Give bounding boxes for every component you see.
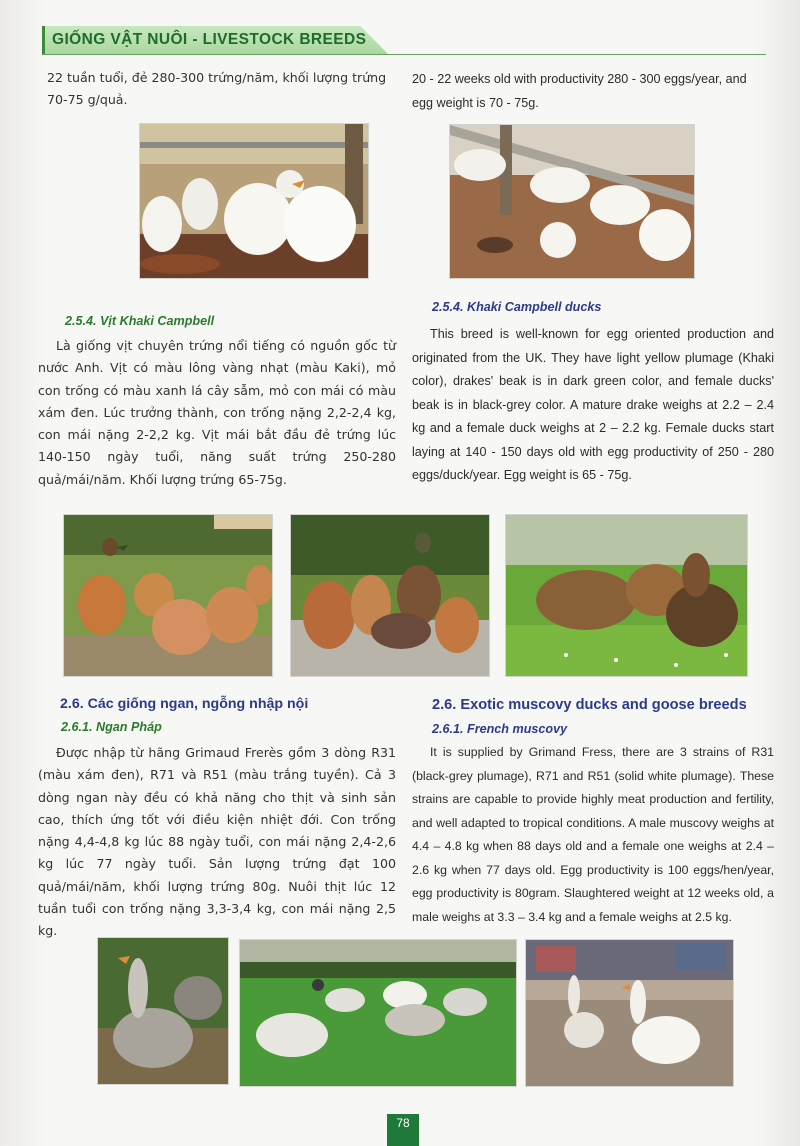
header-rule [42, 54, 766, 55]
exotic-en-subheading: 2.6.1. French muscovy [432, 722, 568, 736]
photo-khaki-ducks-meadow [506, 515, 747, 676]
exotic-en-heading: 2.6. Exotic muscovy ducks and goose breeds [432, 697, 747, 713]
khaki-vn-body: Là giống vịt chuyên trứng nổi tiếng có nguồn gốc từ nước Anh. Vịt có màu lông vàng nhạt (màu Kaki), mỏ con trống có màu xanh lá cây sẫm, mỏ con mái có màu xám đen. Lúc trưởng thành, con trống nặng 2,2-2,4 kg, con mái nặng 2-2,2 kg. Vịt mái bắt đầu đẻ trứng lúc 140-150 ngày tuổi, năng suất trứng 250-280 quả/mái/năm. Khối lượng trứng 65-75g. [38, 338, 396, 487]
photo-geese-park [240, 940, 516, 1086]
khaki-en-heading: 2.5.4. Khaki Campbell ducks [432, 300, 602, 314]
photo-khaki-ducks-yard [64, 515, 272, 676]
exotic-vn-subheading: 2.6.1. Ngan Pháp [61, 720, 162, 734]
photo-khaki-ducks-garden [291, 515, 489, 676]
exotic-vn-body: Được nhập từ hãng Grimaud Frerès gồm 3 dòng R31 (màu xám đen), R71 và R51 (màu trắng tuyền). Cả 3 dòng ngan này đều có khả năng cho thịt và sinh sản cao, thích ứng tốt với điều kiện nhiệt đới. Con trống nặng 4,4-4,8 kg lúc 88 ngày tuổi, con mái nặng 2,4-2,6 kg lúc 77 ngày tuổi. Sản lượng trứng đạt 100 quả/mái/năm, khối lượng trứng 80g. Nuôi thịt lúc 12 tuần tuổi con trống nặng 3,3-3,4 kg, con mái nặng 2,5 kg. [38, 745, 396, 939]
exotic-vn-heading: 2.6. Các giống ngan, ngỗng nhập nội [60, 696, 309, 712]
photo-grey-geese [98, 938, 228, 1084]
page-number: 78 [396, 1116, 410, 1130]
intro-en-text: 20 - 22 weeks old with productivity 280 - 300 eggs/year, and egg weight is 70 - 75g. [412, 72, 747, 110]
intro-vn-text: 22 tuần tuổi, đẻ 280-300 trứng/năm, khối lượng trứng 70-75 g/quả. [47, 70, 387, 108]
khaki-vn-heading: 2.5.4. Vịt Khaki Campbell [65, 314, 215, 328]
exotic-en-body: It is supplied by Grimand Fress, there are 3 strains of R31 (black-grey plumage), R71 and R51 (solid white plumage). These strains are capable to provide highly meat production and fertility, and well adapted to tropical conditions. A male muscovy weighs at 4.4 – 4.8 kg when 88 days old and a female one weighs at 2.4 – 2.6 kg when 77 days old. Egg productivity is 100 eggs/hen/year, egg productivity is 80gram. Slaughtered weight at 12 weeks old, a male weighs at 3.3 – 3.4 kg and a female weighs at 2.5 kg. [412, 745, 774, 924]
photo-white-ducks-pen-1 [140, 124, 368, 278]
photo-white-geese-ground [526, 940, 733, 1086]
running-header-title: GIỐNG VẬT NUÔI - LIVESTOCK BREEDS [52, 31, 367, 48]
khaki-en-body: This breed is well-known for egg oriented production and originated from the UK. They have light yellow plumage (Khaki color), drakes' beak is in dark green color, and female ducks' beak is in black-grey color. A mature drake weighs at 2.2 – 2.4 kg and a female duck weighs at 2 – 2.2 kg. Female ducks start laying at 140 - 150 days old with egg productivity of 250 - 280 eggs/duck/year. Egg weight is 65 - 75g. [412, 327, 774, 482]
photo-white-ducks-pen-2 [450, 125, 694, 278]
